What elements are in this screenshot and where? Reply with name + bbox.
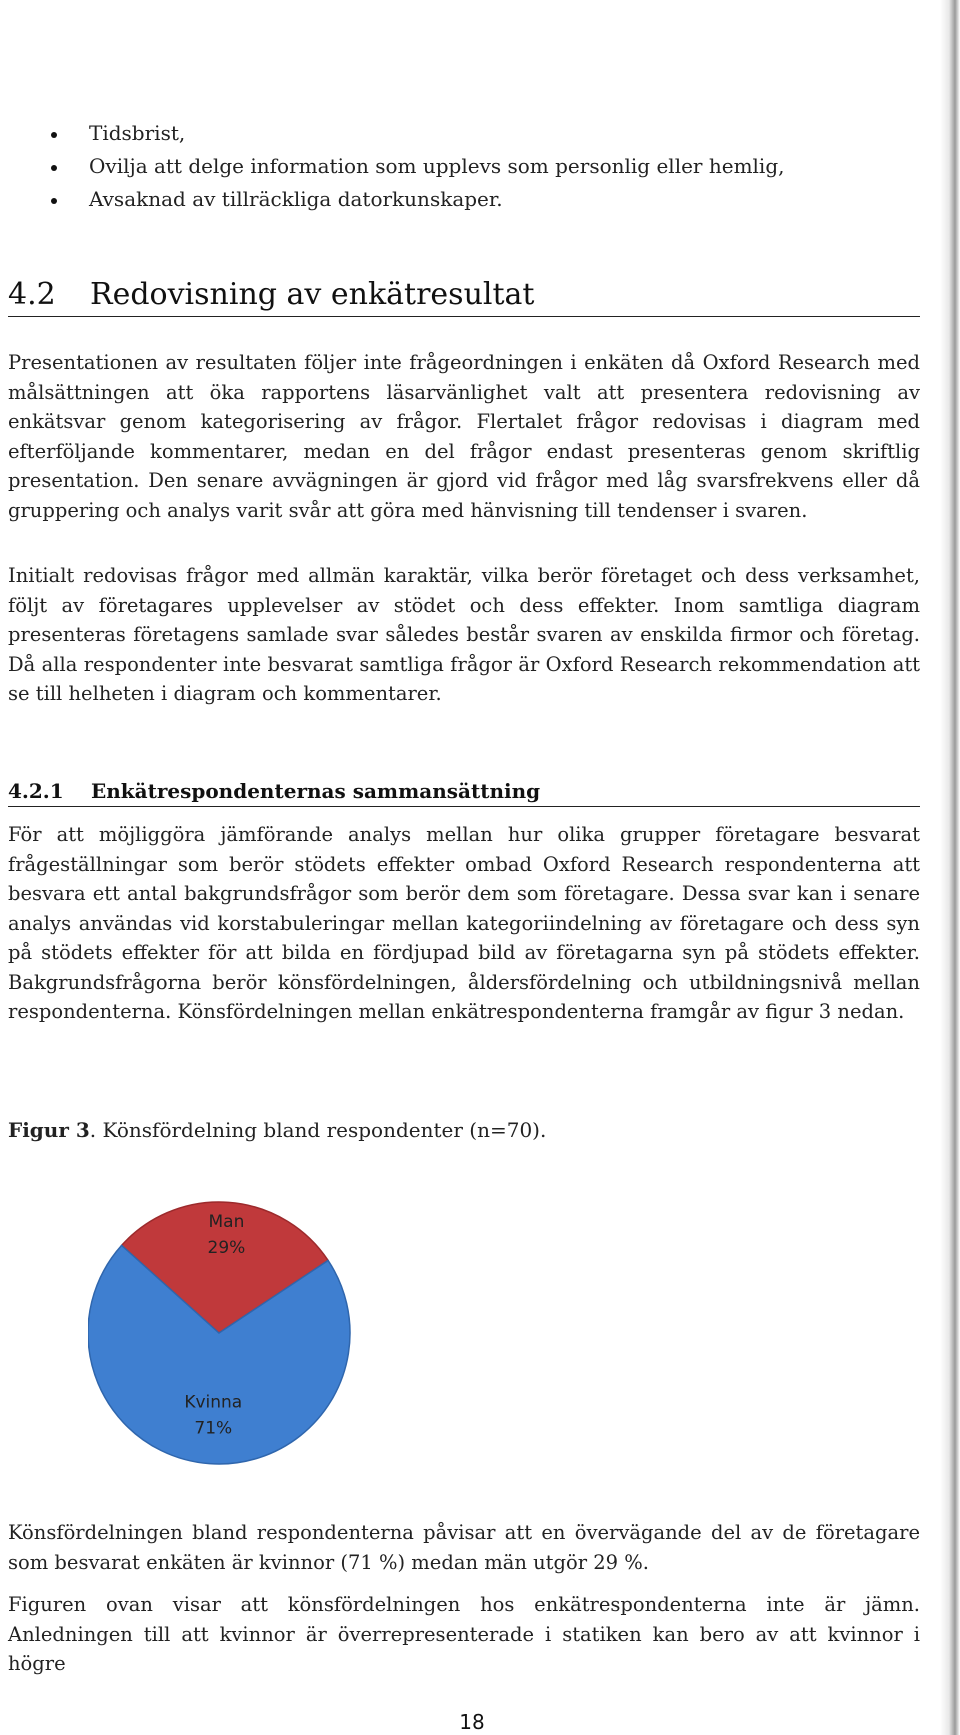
- figure-caption-text: . Könsfördelning bland respondenter (n=70).: [89, 1118, 547, 1142]
- bullet-item: Tidsbrist,: [8, 117, 785, 150]
- subsection-number: 4.2.1: [8, 779, 64, 803]
- body-paragraph: Figuren ovan visar att könsfördelningen hos enkätrespondenterna inte är jämn. Anledningen till att kvinnor är överrepresenterade i statiken kan bero av att kvinnor i högre: [8, 1593, 920, 1675]
- pie-label-value: 29%: [207, 1238, 246, 1259]
- subsection-heading: [8, 778, 920, 807]
- bullet-item: Ovilja att delge information som upplevs som personlig eller hemlig,: [8, 150, 785, 183]
- figure-label: Figur 3: [8, 1118, 90, 1142]
- figure-caption: [8, 1116, 920, 1144]
- page-number: 18: [459, 1710, 485, 1734]
- pie-label-category: Man: [208, 1212, 245, 1233]
- document-page: [8, 0, 920, 1735]
- body-paragraph: Presentationen av resultaten följer inte frågeordningen i enkäten då Oxford Research med målsättningen att öka rapportens läsarvänlighet valt att presentera redovisning av enkätsvar genom kategorisering av frågor. Flertalet frågor redovisas i diagram med efterföljande kommentarer, medan en del frågor endast presenteras genom skriftlig presentation. Den senare avvägningen är gjord vid frågor med låg svarsfrekvens eller då gruppering och analys varit svår att göra med hänvisning till tendenser i svaren.: [8, 351, 920, 522]
- section-number: 4.2: [8, 277, 56, 312]
- pie-label-value: 71%: [194, 1418, 233, 1439]
- body-paragraph: Initialt redovisas frågor med allmän karaktär, vilka berör företaget och dess verksamhet, följt av företagares upplevelser av stödet och dess effekter. Inom samtliga diagram presenteras företagens samlade svar således består svaren av enskilda firmor och företag. Då alla respondenter inte besvarat samtliga frågor är Oxford Research rekommendation att se till helheten i diagram och kommentarer.: [8, 564, 920, 705]
- section-title: Redovisning av enkätresultat: [90, 277, 535, 312]
- body-paragraph: För att möjliggöra jämförande analys mellan hur olika grupper företagare besvarat frågeställningar som berör stödets effekter ombad Oxford Research respondenterna att besvara ett antal bakgrundsfrågor som berör dem som företagare. Dessa svar kan i senare analys användas vid korstabuleringar mellan kategoriindelning av företagare och dess syn på stödets effekter för att bilda en fördjupad bild av företagarna syn på stödets effekter. Bakgrundsfrågorna berör könsfördelningen, åldersfördelning och utbildningsnivå mellan respondenterna. Könsfördelningen mellan enkätrespondenterna framgår av figur 3 nedan.: [8, 823, 920, 1023]
- bullet-item: Avsaknad av tillräckliga datorkunskaper.: [8, 183, 785, 216]
- subsection-title: Enkätrespondenternas sammansättning: [91, 779, 541, 803]
- pie-chart: [88, 1178, 398, 1478]
- pie-label-category: Kvinna: [184, 1392, 243, 1413]
- page-edge-shadow: [940, 0, 960, 1735]
- pie-chart-svg: [88, 1178, 398, 1478]
- section-heading: [8, 276, 920, 317]
- bullet-list: [8, 117, 785, 216]
- body-paragraph: Könsfördelningen bland respondenterna påvisar att en övervägande del av de företagare som besvarat enkäten är kvinnor (71 %) medan män utgör 29 %.: [8, 1521, 920, 1574]
